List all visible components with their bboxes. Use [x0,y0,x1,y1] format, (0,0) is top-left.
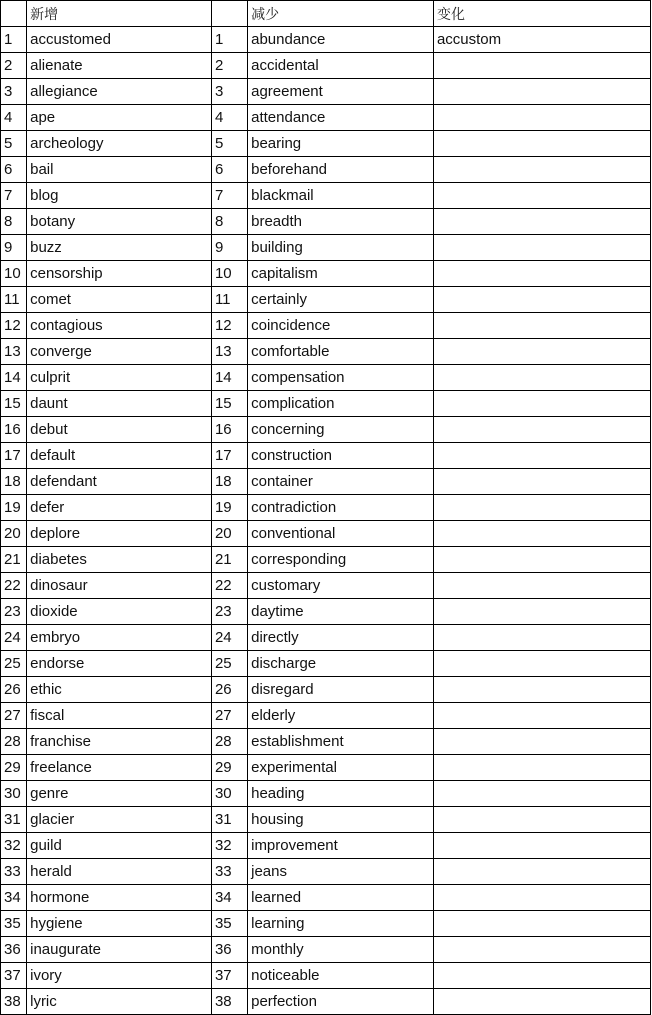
table-row [1,859,651,885]
added-index-cell: 35 [1,911,27,937]
added-index-cell: 23 [1,599,27,625]
reduced-index-cell: 32 [211,833,247,859]
reduced-index-cell: 26 [211,677,247,703]
table-row [1,209,651,235]
changed-word-cell [433,599,650,625]
table-row [1,729,651,755]
reduced-index-cell: 11 [211,287,247,313]
added-index-cell: 30 [1,781,27,807]
reduced-index-cell: 33 [211,859,247,885]
added-word-cell: dioxide [27,599,212,625]
changed-word-cell [433,521,650,547]
added-word-cell: franchise [27,729,212,755]
added-index-cell: 37 [1,963,27,989]
reduced-word-cell: housing [248,807,434,833]
added-index-cell: 4 [1,105,27,131]
added-word-cell: glacier [27,807,212,833]
table-row [1,105,651,131]
reduced-word-cell: compensation [248,365,434,391]
changed-word-cell [433,859,650,885]
table-row [1,781,651,807]
changed-word-cell [433,833,650,859]
reduced-index-cell: 20 [211,521,247,547]
reduced-word-cell: corresponding [248,547,434,573]
table-row [1,807,651,833]
changed-word-cell [433,677,650,703]
added-word-cell: daunt [27,391,212,417]
added-word-cell: genre [27,781,212,807]
added-index-cell: 22 [1,573,27,599]
reduced-index-cell: 13 [211,339,247,365]
table-row [1,157,651,183]
reduced-index-cell: 8 [211,209,247,235]
reduced-index-cell: 18 [211,469,247,495]
reduced-index-cell: 17 [211,443,247,469]
table-row [1,313,651,339]
table-row [1,911,651,937]
table-row [1,651,651,677]
changed-word-cell [433,209,650,235]
reduced-index-cell: 14 [211,365,247,391]
added-index-cell: 13 [1,339,27,365]
reduced-word-cell: concerning [248,417,434,443]
added-index-cell: 32 [1,833,27,859]
header-cell-index-1 [1,1,27,27]
changed-word-cell [433,781,650,807]
added-word-cell: converge [27,339,212,365]
added-index-cell: 7 [1,183,27,209]
changed-word-cell [433,885,650,911]
reduced-index-cell: 22 [211,573,247,599]
table-row [1,989,651,1015]
header-cell-index-2 [211,1,247,27]
reduced-word-cell: breadth [248,209,434,235]
changed-word-cell [433,79,650,105]
header-reduced: 减少 [248,1,434,27]
table-row [1,417,651,443]
table-row [1,79,651,105]
table-row [1,53,651,79]
reduced-index-cell: 7 [211,183,247,209]
added-word-cell: allegiance [27,79,212,105]
added-index-cell: 27 [1,703,27,729]
reduced-word-cell: certainly [248,287,434,313]
added-word-cell: diabetes [27,547,212,573]
reduced-index-cell: 28 [211,729,247,755]
added-word-cell: culprit [27,365,212,391]
added-word-cell: ape [27,105,212,131]
added-index-cell: 36 [1,937,27,963]
reduced-word-cell: capitalism [248,261,434,287]
added-index-cell: 3 [1,79,27,105]
reduced-index-cell: 1 [211,27,247,53]
added-index-cell: 12 [1,313,27,339]
reduced-word-cell: comfortable [248,339,434,365]
changed-word-cell [433,131,650,157]
table-row [1,443,651,469]
added-word-cell: freelance [27,755,212,781]
reduced-word-cell: improvement [248,833,434,859]
table-row [1,703,651,729]
added-index-cell: 24 [1,625,27,651]
added-word-cell: herald [27,859,212,885]
table-row [1,131,651,157]
added-index-cell: 2 [1,53,27,79]
reduced-word-cell: building [248,235,434,261]
changed-word-cell [433,287,650,313]
changed-word-cell [433,183,650,209]
table-row [1,27,651,53]
added-index-cell: 1 [1,27,27,53]
changed-word-cell [433,313,650,339]
reduced-word-cell: agreement [248,79,434,105]
reduced-index-cell: 15 [211,391,247,417]
changed-word-cell [433,703,650,729]
added-index-cell: 17 [1,443,27,469]
table-row [1,885,651,911]
reduced-word-cell: directly [248,625,434,651]
header-changed: 变化 [433,1,650,27]
changed-word-cell [433,443,650,469]
reduced-index-cell: 29 [211,755,247,781]
added-index-cell: 15 [1,391,27,417]
reduced-index-cell: 21 [211,547,247,573]
reduced-word-cell: construction [248,443,434,469]
added-word-cell: ethic [27,677,212,703]
reduced-index-cell: 2 [211,53,247,79]
added-word-cell: inaugurate [27,937,212,963]
changed-word-cell [433,807,650,833]
added-index-cell: 10 [1,261,27,287]
reduced-word-cell: complication [248,391,434,417]
reduced-word-cell: elderly [248,703,434,729]
table-row [1,625,651,651]
reduced-index-cell: 37 [211,963,247,989]
changed-word-cell: accustom [433,27,650,53]
table-row [1,833,651,859]
added-index-cell: 29 [1,755,27,781]
added-word-cell: blog [27,183,212,209]
added-word-cell: embryo [27,625,212,651]
added-word-cell: buzz [27,235,212,261]
reduced-word-cell: discharge [248,651,434,677]
added-index-cell: 34 [1,885,27,911]
reduced-word-cell: customary [248,573,434,599]
added-word-cell: deplore [27,521,212,547]
reduced-word-cell: bearing [248,131,434,157]
added-index-cell: 38 [1,989,27,1015]
added-index-cell: 28 [1,729,27,755]
reduced-index-cell: 24 [211,625,247,651]
added-word-cell: fiscal [27,703,212,729]
added-index-cell: 16 [1,417,27,443]
added-word-cell: hygiene [27,911,212,937]
reduced-word-cell: attendance [248,105,434,131]
added-word-cell: alienate [27,53,212,79]
changed-word-cell [433,911,650,937]
changed-word-cell [433,495,650,521]
reduced-index-cell: 34 [211,885,247,911]
added-index-cell: 9 [1,235,27,261]
added-word-cell: dinosaur [27,573,212,599]
reduced-word-cell: establishment [248,729,434,755]
added-word-cell: comet [27,287,212,313]
changed-word-cell [433,937,650,963]
table-row [1,755,651,781]
changed-word-cell [433,573,650,599]
reduced-index-cell: 27 [211,703,247,729]
table-row [1,365,651,391]
added-index-cell: 19 [1,495,27,521]
added-word-cell: bail [27,157,212,183]
changed-word-cell [433,261,650,287]
table-row [1,495,651,521]
table-row [1,937,651,963]
table-row [1,573,651,599]
reduced-index-cell: 9 [211,235,247,261]
table-row [1,235,651,261]
changed-word-cell [433,365,650,391]
reduced-word-cell: conventional [248,521,434,547]
header-added: 新增 [27,1,212,27]
reduced-index-cell: 19 [211,495,247,521]
reduced-index-cell: 10 [211,261,247,287]
added-index-cell: 21 [1,547,27,573]
changed-word-cell [433,963,650,989]
added-index-cell: 26 [1,677,27,703]
reduced-index-cell: 25 [211,651,247,677]
added-word-cell: lyric [27,989,212,1015]
changed-word-cell [433,53,650,79]
table-row [1,183,651,209]
table-row [1,599,651,625]
reduced-index-cell: 5 [211,131,247,157]
changed-word-cell [433,469,650,495]
added-word-cell: botany [27,209,212,235]
reduced-word-cell: abundance [248,27,434,53]
changed-word-cell [433,729,650,755]
changed-word-cell [433,989,650,1015]
changed-word-cell [433,157,650,183]
reduced-index-cell: 31 [211,807,247,833]
reduced-word-cell: daytime [248,599,434,625]
added-index-cell: 31 [1,807,27,833]
reduced-index-cell: 12 [211,313,247,339]
changed-word-cell [433,391,650,417]
reduced-index-cell: 36 [211,937,247,963]
table-row [1,521,651,547]
changed-word-cell [433,339,650,365]
added-word-cell: accustomed [27,27,212,53]
added-word-cell: hormone [27,885,212,911]
reduced-word-cell: coincidence [248,313,434,339]
table-row [1,391,651,417]
reduced-index-cell: 35 [211,911,247,937]
added-index-cell: 20 [1,521,27,547]
added-index-cell: 14 [1,365,27,391]
added-index-cell: 33 [1,859,27,885]
table-row [1,261,651,287]
added-word-cell: defer [27,495,212,521]
reduced-index-cell: 23 [211,599,247,625]
reduced-index-cell: 16 [211,417,247,443]
reduced-index-cell: 30 [211,781,247,807]
reduced-index-cell: 4 [211,105,247,131]
reduced-word-cell: accidental [248,53,434,79]
added-word-cell: debut [27,417,212,443]
added-index-cell: 8 [1,209,27,235]
added-word-cell: contagious [27,313,212,339]
table-row [1,287,651,313]
reduced-word-cell: heading [248,781,434,807]
reduced-word-cell: perfection [248,989,434,1015]
table-row [1,677,651,703]
reduced-index-cell: 3 [211,79,247,105]
added-index-cell: 25 [1,651,27,677]
reduced-word-cell: learning [248,911,434,937]
added-index-cell: 18 [1,469,27,495]
added-word-cell: archeology [27,131,212,157]
reduced-index-cell: 38 [211,989,247,1015]
reduced-word-cell: monthly [248,937,434,963]
added-word-cell: censorship [27,261,212,287]
added-index-cell: 11 [1,287,27,313]
table-body [1,1,651,1015]
added-word-cell: endorse [27,651,212,677]
table-row [1,469,651,495]
changed-word-cell [433,105,650,131]
added-word-cell: defendant [27,469,212,495]
added-word-cell: ivory [27,963,212,989]
reduced-word-cell: disregard [248,677,434,703]
reduced-word-cell: beforehand [248,157,434,183]
changed-word-cell [433,755,650,781]
changed-word-cell [433,625,650,651]
changed-word-cell [433,547,650,573]
reduced-word-cell: jeans [248,859,434,885]
reduced-word-cell: learned [248,885,434,911]
added-index-cell: 5 [1,131,27,157]
reduced-word-cell: container [248,469,434,495]
reduced-word-cell: experimental [248,755,434,781]
changed-word-cell [433,417,650,443]
added-index-cell: 6 [1,157,27,183]
changed-word-cell [433,651,650,677]
changed-word-cell [433,235,650,261]
reduced-index-cell: 6 [211,157,247,183]
header-row [1,1,651,27]
reduced-word-cell: noticeable [248,963,434,989]
table-row [1,547,651,573]
reduced-word-cell: contradiction [248,495,434,521]
added-word-cell: default [27,443,212,469]
added-word-cell: guild [27,833,212,859]
table-row [1,963,651,989]
table-row [1,339,651,365]
reduced-word-cell: blackmail [248,183,434,209]
